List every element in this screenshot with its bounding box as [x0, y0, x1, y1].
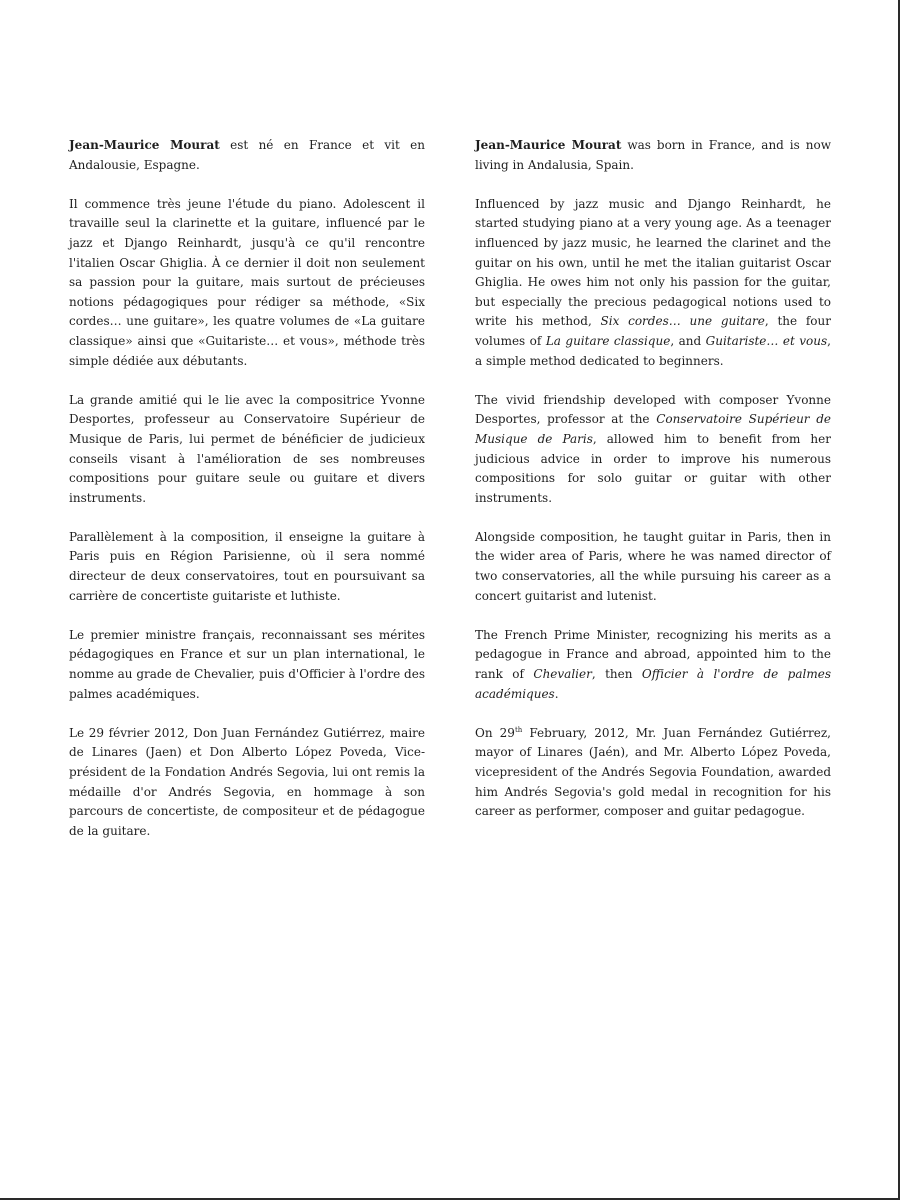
en-ordinal-suffix: th [514, 725, 523, 734]
en-paragraph-medal [475, 724, 831, 822]
fr-author-name: Jean-Maurice Mourat [69, 138, 220, 152]
fr-paragraph-medal: Le 29 février 2012, Don Juan Fernández Gutiérrez, maire de Linares (Jaen) et Don Alberto López Poveda, Vice-président de la Fondation Andrés Segovia, lui ont remis la médaille d'or Andrés Segovia, en hommage à son parcours de concertiste, de compositeur et de pédagogue de la guitare. [69, 725, 425, 838]
en-medal-text: February, 2012, Mr. Juan Fernández Gutiérrez, mayor of Linares (Jaén), and Mr. Alberto López Poveda, vicepresident of the Andrés Segovia Foundation, awarded him Andrés Segovia's gold medal in recognition for his career as performer, composer and guitar pedagogue. [475, 725, 831, 819]
en-honors-text: , then [591, 667, 642, 682]
fr-paragraph-friendship: La grande amitié qui le lie avec la compositrice Yvonne Desportes, professeur au Conservatoire Supérieur de Musique de Paris, lui permet de bénéficier de judicieux conseils visant à l'amélioration de ses nombreuses compositions pour guitare seule ou guitare et divers instruments. [69, 392, 425, 505]
en-paragraph-intro [475, 136, 831, 175]
en-studies-text: , and [670, 333, 706, 348]
fr-paragraph-teaching: Parallèlement à la composition, il enseigne la guitare à Paris puis en Région Parisienne, où il sera nommé directeur de deux conservatoires, tout en poursuivant sa carrière de concertiste guitariste et luthiste. [69, 529, 425, 603]
fr-paragraph-studies: Il commence très jeune l'étude du piano. Adolescent il travaille seul la clarinette et la guitare, influencé par le jazz et Django Reinhardt, jusqu'à ce qu'il rencontre l'italien Oscar Ghiglia. À ce dernier il doit non seulement sa passion pour la guitare, mais surtout de précieuses notions pédagogiques pour rédiger sa méthode, «Six cordes… une guitare», les quatre volumes de «La guitare classique» ainsi que «Guitariste… et vous», méthode très simple dédiée aux débutants. [69, 196, 425, 368]
en-paragraph-friendship [475, 391, 831, 509]
en-beginners-title: Guitariste… et vous [705, 333, 828, 348]
en-paragraph-honors [475, 626, 831, 704]
en-rank-officier: Officier à l'ordre de palmes académiques [475, 667, 831, 701]
english-biography-column [475, 136, 831, 841]
en-friendship-text: , allowed him to benefit from her judicious advice in order to improve his numerous compositions for solo guitar or guitar with other instruments. [475, 431, 831, 505]
en-rank-chevalier: Chevalier [533, 667, 592, 682]
en-volumes-title: La guitare classique [545, 333, 671, 348]
en-conservatoire-name: Conservatoire Supérieur de Musique de Paris [475, 412, 831, 446]
en-medal-text: On 29 [475, 725, 515, 740]
fr-intro-text: est né en France et vit en Andalousie, Espagne. [69, 138, 425, 172]
en-studies-text: , the four volumes of [475, 314, 831, 348]
en-method-title: Six cordes… une guitare [600, 314, 765, 329]
en-paragraph-studies [475, 195, 831, 371]
en-paragraph-teaching: Alongside composition, he taught guitar in Paris, then in the wider area of Paris, where he was named director of two conservatories, all the while pursuing his career as a concert guitarist and lutenist. [475, 529, 831, 603]
fr-paragraph-intro [69, 136, 425, 175]
en-honors-text: . [554, 686, 559, 701]
fr-paragraph-honors: Le premier ministre français, reconnaissant ses mérites pédagogiques en France et sur un plan international, le nomme au grade de Chevalier, puis d'Officier à l'ordre des palmes académiques. [69, 627, 425, 701]
en-honors-text: The French Prime Minister, recognizing his merits as a pedagogue in France and abroad, appointed him to the rank of [475, 627, 831, 682]
en-studies-text: , a simple method dedicated to beginners. [475, 333, 831, 368]
en-friendship-text: The vivid friendship developed with composer Yvonne Desportes, professor at the [475, 392, 831, 427]
en-intro-text: was born in France, and is now living in Andalusia, Spain. [475, 138, 831, 172]
en-studies-text: Influenced by jazz music and Django Reinhardt, he started studying piano at a very young age. As a teenager influenced by jazz music, he learned the clarinet and the guitar on his own, until he met the italian guitarist Oscar Ghiglia. He owes him not only his passion for the guitar, but especially the precious pedagogical notions used to write his method, [475, 196, 831, 329]
en-author-name: Jean-Maurice Mourat [475, 138, 622, 152]
french-biography-column [69, 136, 425, 861]
